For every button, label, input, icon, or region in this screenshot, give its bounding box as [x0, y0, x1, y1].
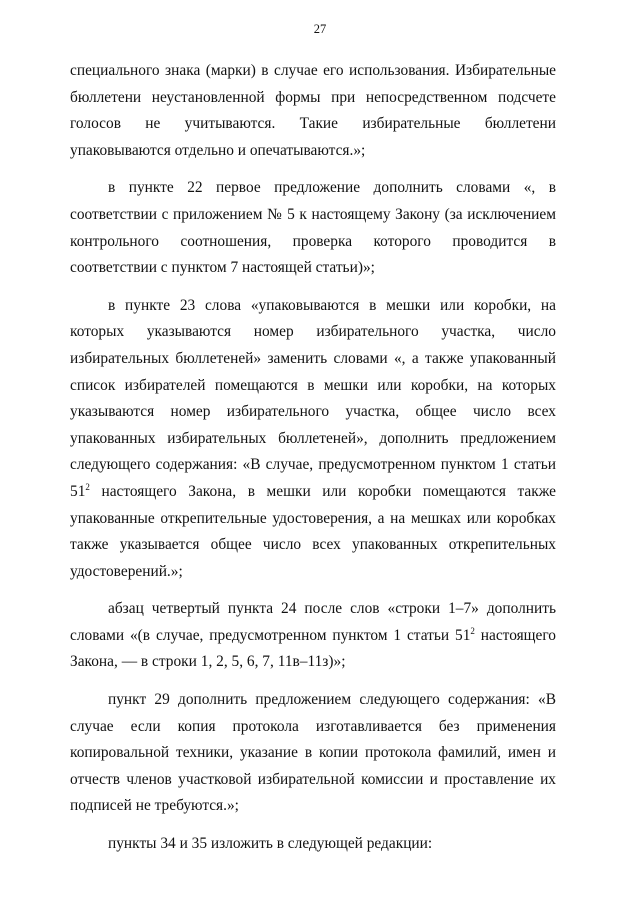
page-number: 27	[313, 22, 327, 36]
paragraph-3	[70, 293, 556, 586]
paragraph-5: пункт 29 дополнить предложением следующего содержания: «В случае если копия протокола изготавливается без применения копировальной техники, указание в копии протокола фамилий, имен и отчеств членов участковой избирательной комиссии и проставление их подписей не требуются.»;	[70, 691, 556, 815]
paragraph-6: пункты 34 и 35 изложить в следующей редакции:	[108, 835, 433, 853]
document-body	[70, 58, 556, 869]
paragraph-4-text-b: настоящего Закона, — в строки 1, 2, 5, 6, 7, 11в–11з)»;	[70, 626, 556, 671]
superscript: 2	[85, 481, 90, 492]
superscript: 2	[470, 625, 475, 636]
paragraph-4-text-a: абзац четвертый пункта 24 после слов «строки 1–7» дополнить словами «(в случае, предусмотренном пунктом 1 статьи 51	[70, 600, 556, 644]
paragraph-3-text-b: настоящего Закона, в мешки или коробки помещаются также упакованные открепительные удостоверения, а на мешках или коробках также указывается общее число всех упакованных открепительных удостоверений.»;	[70, 482, 556, 580]
paragraph-2: в пункте 22 первое предложение дополнить словами «, в соответствии с приложением № 5 к настоящему Закону (за исключением контрольного соотношения, проверка которого проводится в соответствии с пунктом 7 настоящей статьи)»;	[70, 179, 556, 277]
paragraph-4	[70, 596, 556, 676]
paragraph-3-text-a: в пункте 23 слова «упаковываются в мешки или коробки, на которых указываются номер избирательного участка, число избирательных бюллетеней» заменить словами «, а также упакованный список избирателей помещаются в мешки или коробки, на которых указываются номер избирательного участка, общее число всех упакованных избирательных бюллетеней», дополнить предложением следующего содержания: «В случае, предусмотренном пунктом 1 статьи 51	[70, 296, 556, 500]
paragraph-1: специального знака (марки) в случае его использования. Избирательные бюллетени неустановленной формы при непосредственном подсчете голосов не учитываются. Такие избирательные бюллетени упаковываются отдельно и опечатываются.»;	[70, 62, 556, 159]
